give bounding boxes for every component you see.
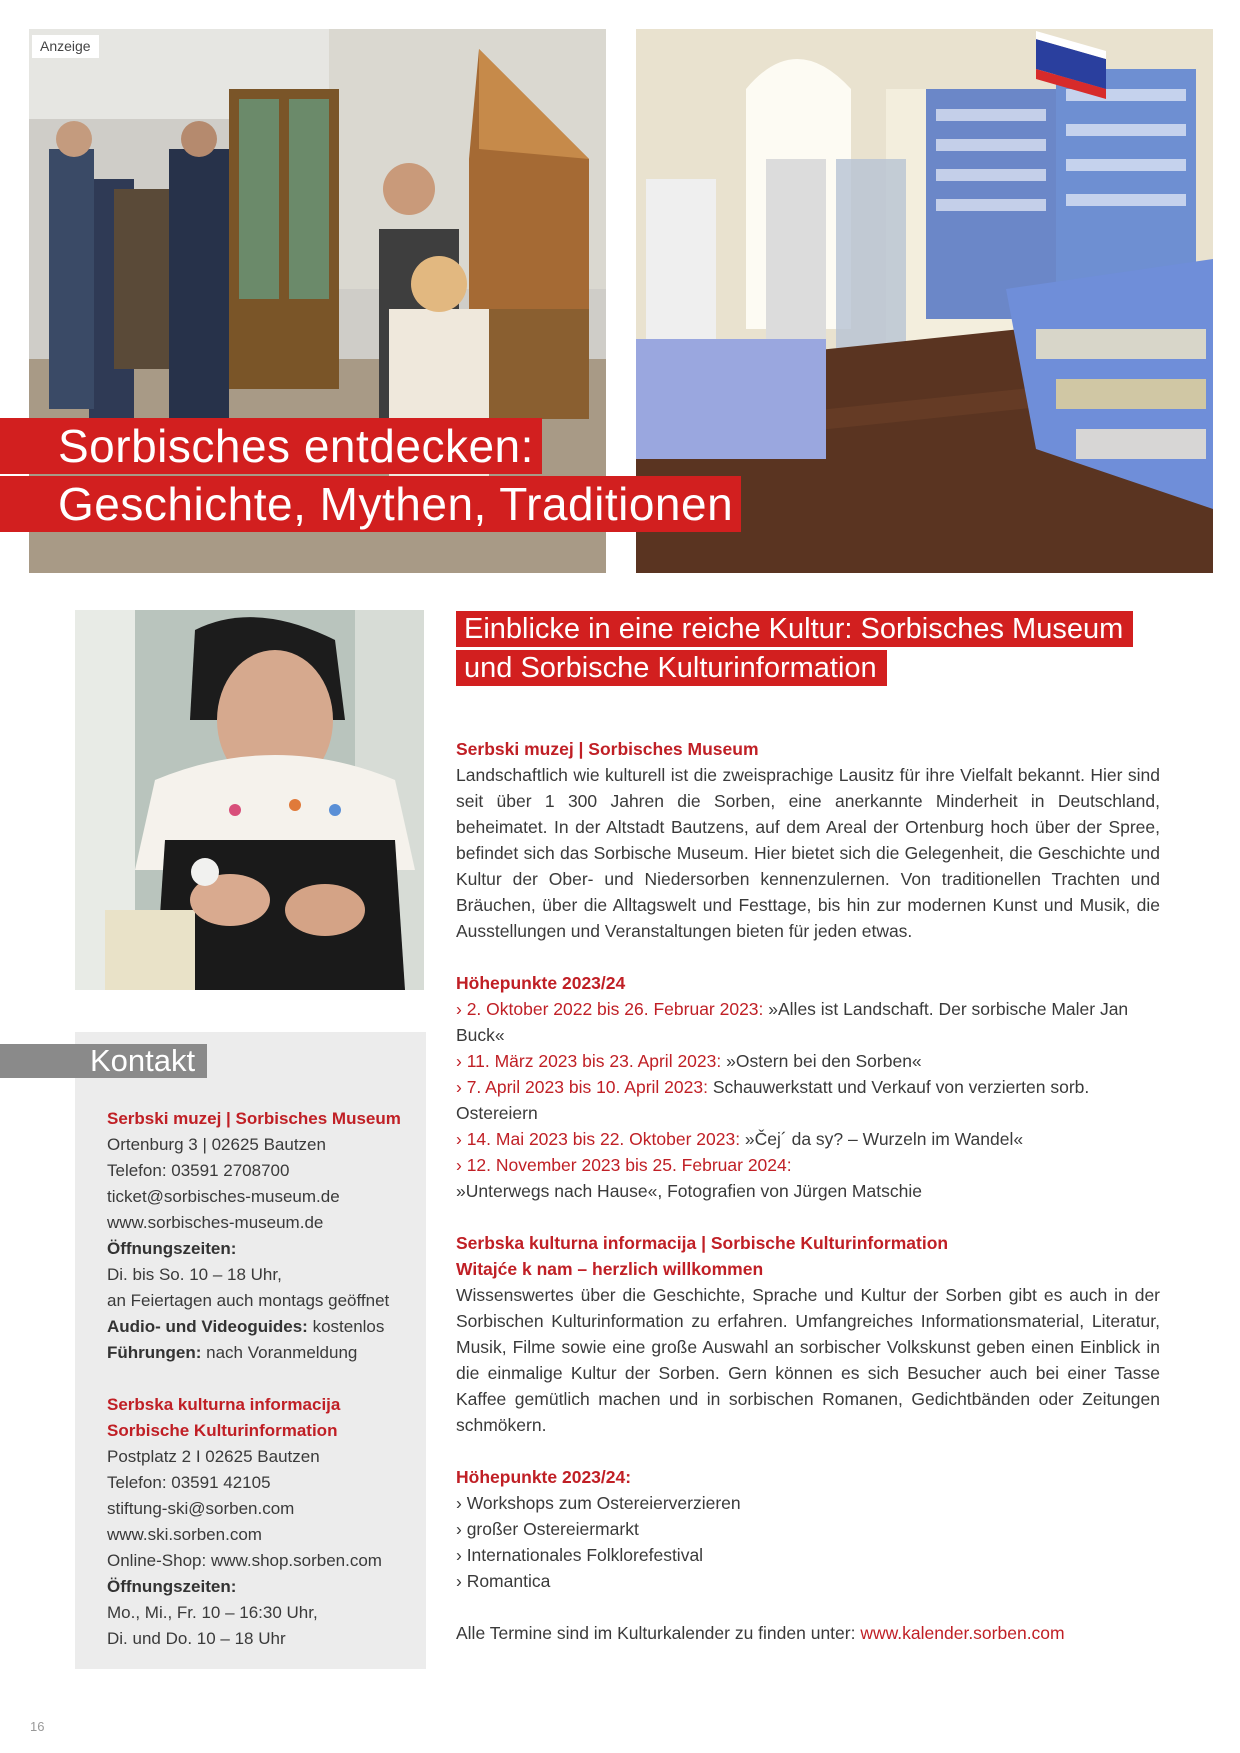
headline-line-1: Sorbisches entdecken: [0,418,542,474]
headline-line-2: Geschichte, Mythen, Traditionen [0,476,741,532]
kontakt-info-hours-1: Mo., Mi., Fr. 10 – 16:30 Uhr, [107,1603,318,1622]
page-number: 16 [30,1719,45,1734]
kontakt-info-name-2: Sorbische Kulturinformation [107,1421,338,1440]
highlight-item: › 2. Oktober 2022 bis 26. Februar 2023: »Alles ist Landschaft. Der sorbische Maler Jan Buck« [456,999,1129,1045]
highlight-item: › 7. April 2023 bis 10. April 2023: Schauwerkstatt und Verkauf von verzierten sorb. Ostereiern [456,1077,1090,1123]
calendar-note: Alle Termine sind im Kulturkalender zu finden unter: www.kalender.sorben.com [456,1623,1065,1643]
kontakt-museum-web[interactable]: www.sorbisches-museum.de [107,1213,324,1232]
museum-title: Serbski muzej | Sorbisches Museum [456,739,759,759]
kontakt-info-web[interactable]: www.ski.sorben.com [107,1525,262,1544]
kontakt-info-hours-2: Di. und Do. 10 – 18 Uhr [107,1629,286,1648]
kontakt-info-email[interactable]: stiftung-ski@sorben.com [107,1499,295,1518]
kulturinfo-text: Wissenswertes über die Geschichte, Sprache und Kultur der Sorben gibt es auch in der Sorbischen Kulturinformation zu erfahren. Umfangreiches Informationsmaterial, Literatur, Musik, Filme sowie eine große Auswahl an sorbischer Volkskunst geben einen Einblick in die einmalige Kultur der Sorben. Gern können es sich Besucher auch bei einer Tasse Kaffee gemütlich machen und in sorbischen Romanen, Gedichtbänden oder Zeitungen schmökern. [456,1285,1160,1435]
highlight-item: › 12. November 2023 bis 25. Februar 2024: [456,1155,792,1175]
kontakt-museum-phone: Telefon: 03591 2708700 [107,1161,290,1180]
kontakt-info-hours-label: Öffnungszeiten: [107,1577,237,1596]
calendar-link[interactable]: www.kalender.sorben.com [860,1623,1065,1643]
kontakt-museum-name: Serbski muzej | Sorbisches Museum [107,1109,401,1128]
kontakt-guides: Audio- und Videoguides: kostenlos [107,1317,385,1336]
museum-text: Landschaftlich wie kulturell ist die zweisprachige Lausitz für ihre Vielfalt bekannt. Hier sind seit über 1 300 Jahren die Sorben, eine anerkannte Minderheit in Deutschland, beheimatet. In der Altstadt Bautzens, auf dem Areal der Ortenburg hoch über der Spree, befindet sich das Sorbische Museum. Hier bietet sich die Gelegenheit, die Geschichte und Kultur der Ober- und Niedersorben kennenzulernen. Von traditionellen Trachten und Bräuchen, über die Alltagswelt und Festtage, bis hin zur modernen Kunst und Musik, die Ausstellungen und Veranstaltungen bieten für jeden etwas. [456,765,1160,941]
subheadline-line-1: Einblicke in eine reiche Kultur: Sorbisches Museum [456,611,1133,647]
kontakt-info-shop[interactable]: Online-Shop: www.shop.sorben.com [107,1551,382,1570]
info-highlight-item: › Workshops zum Ostereierverzieren [456,1493,741,1513]
ad-label: Anzeige [32,35,99,58]
main-article [456,736,1160,1646]
info-highlight-item: › Internationales Folklorefestival [456,1545,704,1565]
kulturinfo-title: Serbska kulturna informacija | Sorbische Kulturinformation [456,1233,949,1253]
kontakt-tours: Führungen: nach Voranmeldung [107,1343,358,1362]
highlight-item-continuation: »Unterwegs nach Hause«, Fotografien von Jürgen Matschie [456,1181,922,1201]
highlight-item: › 11. März 2023 bis 23. April 2023: »Ostern bei den Sorben« [456,1051,922,1071]
highlight-item: › 14. Mai 2023 bis 22. Oktober 2023: »Čej´ da sy? – Wurzeln im Wandel« [456,1129,1024,1149]
kontakt-museum-hours-1: Di. bis So. 10 – 18 Uhr, [107,1265,282,1284]
kontakt-museum-address: Ortenburg 3 | 02625 Bautzen [107,1135,326,1154]
section-subheadline [456,611,1133,689]
kontakt-hours-label: Öffnungszeiten: [107,1239,237,1258]
kontakt-details [107,1106,417,1652]
kontakt-museum-email[interactable]: ticket@sorbisches-museum.de [107,1187,340,1206]
museum-highlights-title: Höhepunkte 2023/24 [456,973,626,993]
subheadline-line-2: und Sorbische Kulturinformation [456,650,887,686]
kontakt-info-phone: Telefon: 03591 42105 [107,1473,271,1492]
kontakt-title: Kontakt [0,1044,207,1078]
kontakt-museum-hours-2: an Feiertagen auch montags geöffnet [107,1291,390,1310]
kontakt-info-name-1: Serbska kulturna informacija [107,1395,341,1414]
kulturinfo-subtitle: Witajće k nam – herzlich willkommen [456,1259,764,1279]
kontakt-info-address: Postplatz 2 I 02625 Bautzen [107,1447,320,1466]
info-highlight-item: › großer Ostereiermarkt [456,1519,639,1539]
embroidery-portrait-photo [75,610,424,990]
info-highlight-item: › Romantica [456,1571,551,1591]
info-highlights-title: Höhepunkte 2023/24: [456,1467,632,1487]
